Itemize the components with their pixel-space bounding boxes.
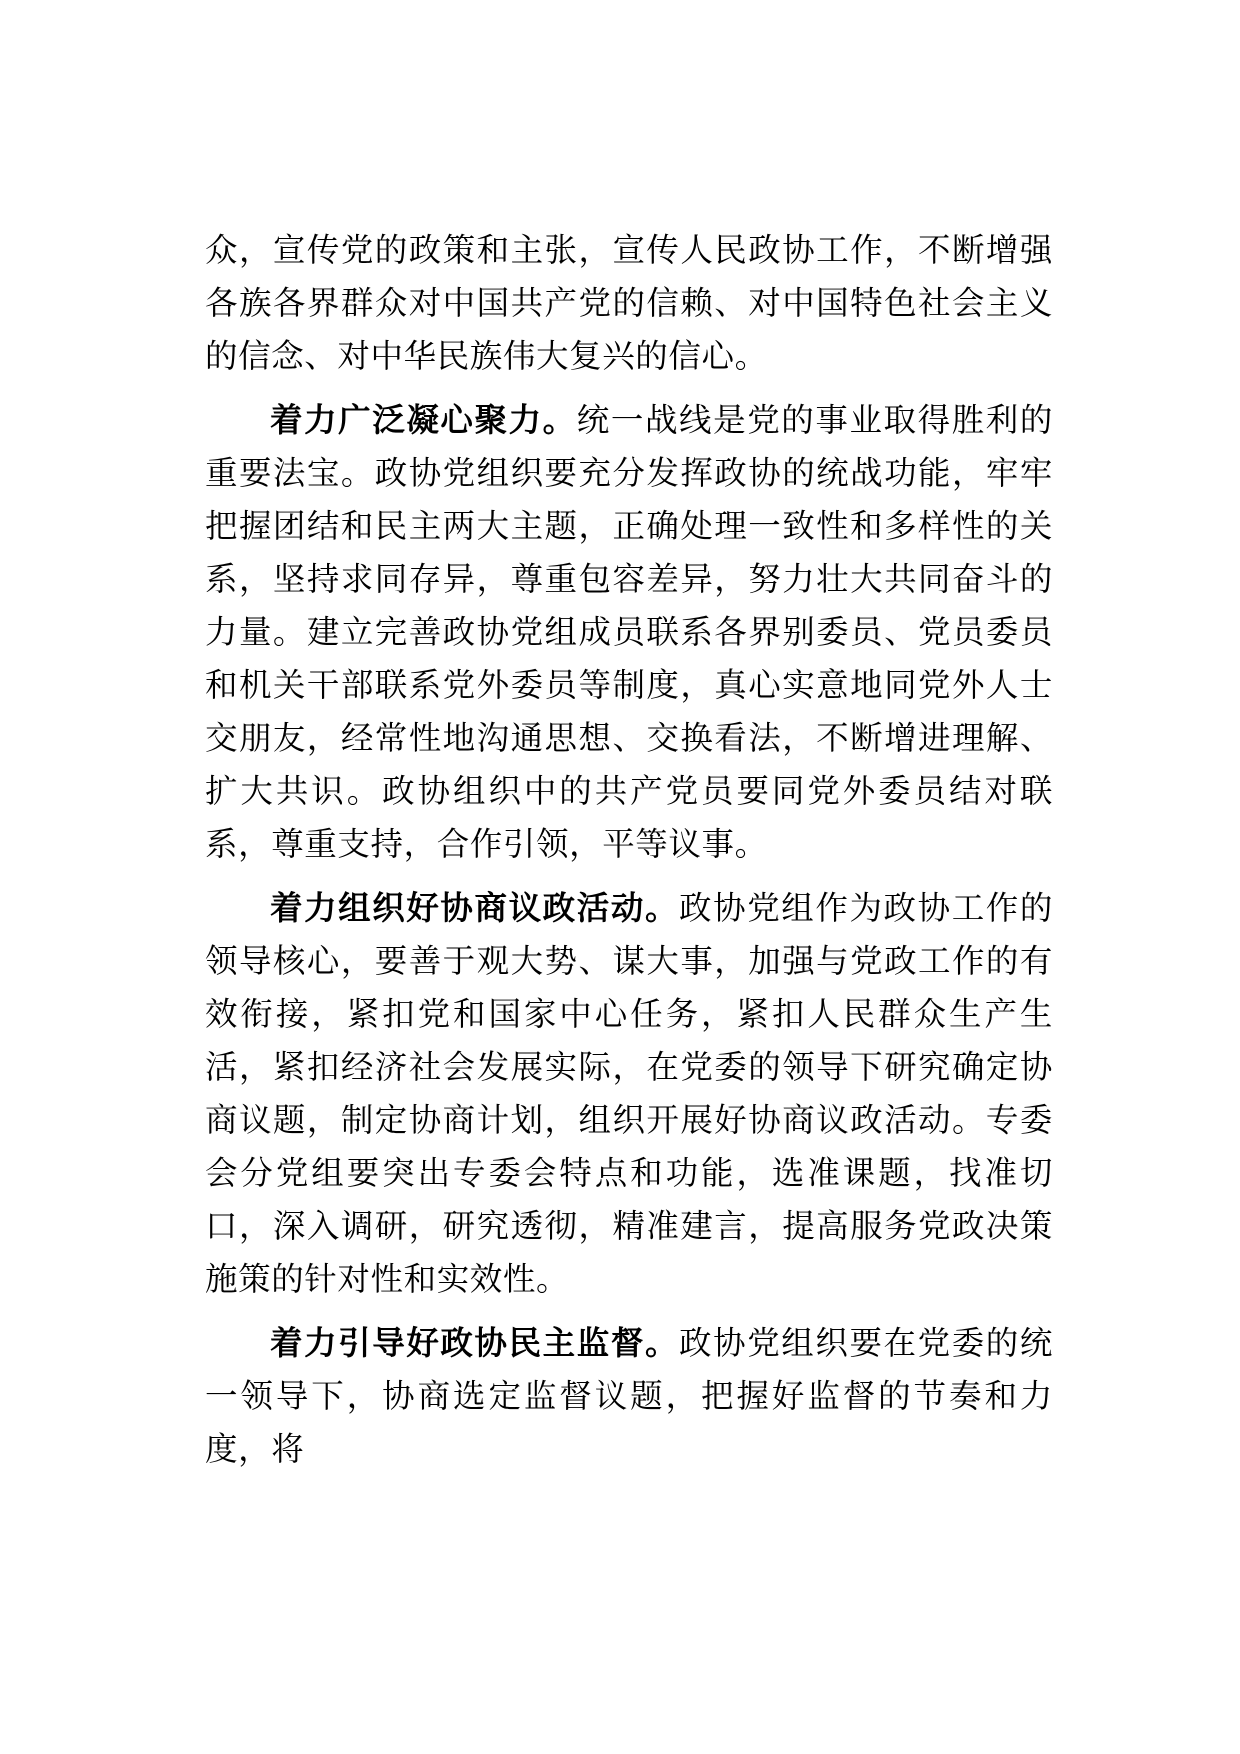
paragraph-continuation bbox=[205, 223, 1053, 383]
paragraph-body: 政协党组织要在党委的统一领导下，协商选定监督议题，把握好监督的节奏和力度，将 bbox=[205, 1324, 1053, 1468]
paragraph-body: 统一战线是党的事业取得胜利的重要法宝。政协党组织要充分发挥政协的统战功能，牢牢把握团结和民主两大主题，正确处理一致性和多样性的关系，坚持求同存异，尊重包容差异，努力壮大共同奋斗的力量。建立完善政协党组成员联系各界别委员、党员委员和机关干部联系党外委员等制度，真心实意地同党外人士交朋友，经常性地沟通思想、交换看法，不断增进理解、扩大共识。政协组织中的共产党员要同党外委员结对联系，尊重支持，合作引领，平等议事。 bbox=[205, 401, 1053, 863]
document-page bbox=[205, 223, 1053, 1476]
paragraph-body: 政协党组作为政协工作的领导核心，要善于观大势、谋大事，加强与党政工作的有效衔接，紧扣党和国家中心任务，紧扣人民群众生产生活，紧扣经济社会发展实际，在党委的领导下研究确定协商议题，制定协商计划，组织开展好协商议政活动。专委会分党组要突出专委会特点和功能，选准课题，找准切口，深入调研，研究透彻，精准建言，提高服务党政决策施策的针对性和实效性。 bbox=[205, 889, 1053, 1298]
paragraph-unite-hearts bbox=[205, 393, 1053, 871]
paragraph-lead: 着力组织好协商议政活动。 bbox=[270, 888, 680, 927]
paragraph-supervision bbox=[205, 1316, 1053, 1476]
paragraph-lead: 着力引导好政协民主监督。 bbox=[270, 1323, 680, 1362]
paragraph-consultation bbox=[205, 881, 1053, 1306]
paragraph-body: 众，宣传党的政策和主张，宣传人民政协工作，不断增强各族各界群众对中国共产党的信赖、对中国特色社会主义的信念、对中华民族伟大复兴的信心。 bbox=[205, 231, 1053, 375]
paragraph-lead: 着力广泛凝心聚力。 bbox=[270, 400, 577, 439]
